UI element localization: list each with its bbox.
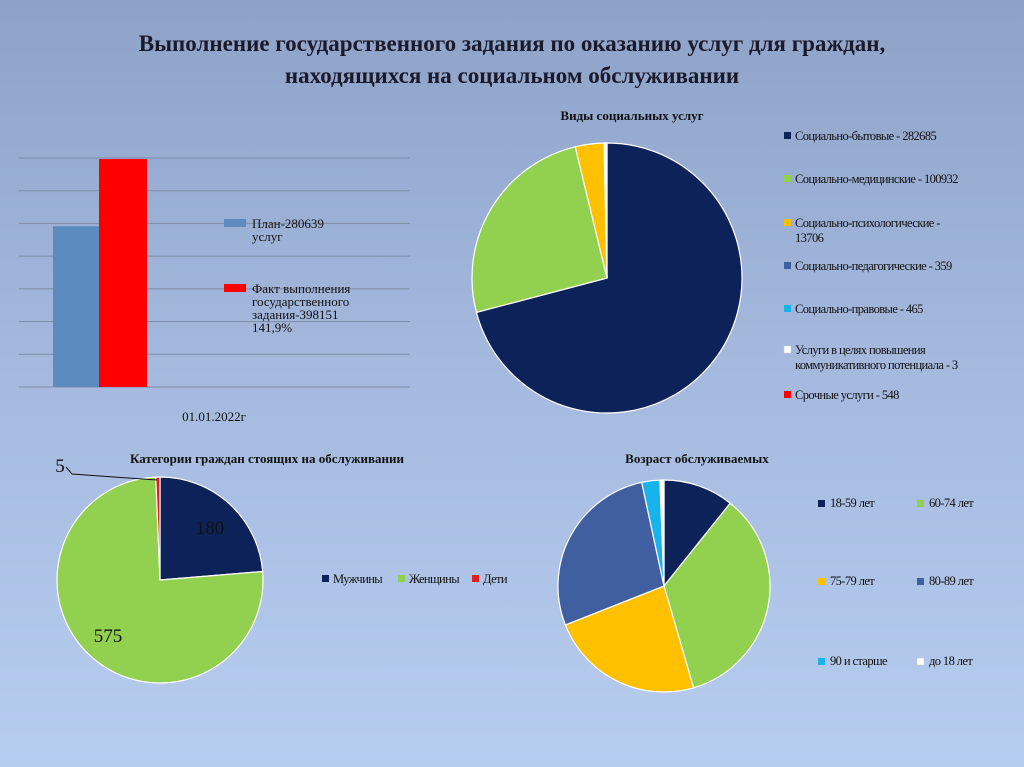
x-category-label: 01.01.2022г — [182, 409, 246, 424]
legend-swatch — [917, 658, 924, 665]
legend-label: Мужчины — [333, 572, 383, 586]
legend-swatch — [818, 578, 825, 585]
chart-title: Виды социальных услуг — [560, 108, 704, 123]
legend-label: Услуги в целях повышения — [795, 343, 926, 357]
legend-label: 13706 — [795, 231, 824, 245]
legend-label-1: План-280639 — [252, 216, 324, 231]
legend-swatch — [818, 658, 825, 665]
legend-label: 75-79 лет — [830, 574, 875, 588]
categories-pie-chart — [55, 451, 508, 683]
age-pie-chart — [558, 451, 974, 692]
legend-swatch — [784, 346, 791, 353]
bar-chart — [19, 158, 410, 424]
legend-label: 80-89 лет — [929, 574, 974, 588]
legend-swatch — [784, 219, 791, 226]
slide-title-line1: Выполнение государственного задания по оказанию услуг для граждан, — [138, 31, 886, 56]
legend-swatch — [917, 578, 924, 585]
legend-label: Социально-педагогические - 359 — [795, 259, 952, 273]
legend-label-2: 141,9% — [252, 320, 293, 335]
legend-swatch — [472, 575, 479, 582]
chart-title: Категории граждан стоящих на обслуживании — [129, 451, 405, 466]
bar-1 — [53, 226, 99, 387]
legend-label: 18-59 лет — [830, 496, 875, 510]
legend-label-2: Факт выполнения — [252, 281, 351, 296]
legend-label: Срочные услуги - 548 — [795, 388, 899, 402]
chart-title: Возраст обслуживаемых — [625, 451, 769, 466]
legend-label: Социально-бытовые - 282685 — [795, 129, 937, 143]
legend-swatch — [784, 132, 791, 139]
legend-swatch-1 — [224, 219, 246, 227]
legend-swatch — [784, 391, 791, 398]
legend-label: Дети — [483, 572, 507, 586]
legend-label: Социально-психологические - — [795, 216, 940, 230]
data-label: 5 — [55, 456, 65, 477]
legend-swatch — [398, 575, 405, 582]
legend-swatch — [784, 175, 791, 182]
legend-swatch — [322, 575, 329, 582]
legend-swatch — [784, 262, 791, 269]
legend-swatch — [917, 500, 924, 507]
legend-swatch — [818, 500, 825, 507]
legend-label: Социально-правовые - 465 — [795, 302, 923, 316]
legend-label: коммуникативного потенциала - 3 — [795, 358, 958, 372]
legend-label-2: задания-398151 — [252, 307, 339, 322]
data-label: 180 — [195, 518, 225, 539]
legend-label-1: услуг — [252, 229, 283, 244]
legend-label-2: государственного — [252, 294, 350, 309]
legend-label: 90 и старше — [830, 654, 887, 668]
legend-label: 60-74 лет — [929, 496, 974, 510]
services-pie-chart — [472, 108, 958, 413]
bar-2 — [99, 159, 147, 387]
legend-label: Социально-медицинские - 100932 — [795, 172, 958, 186]
slide-title-line2: находящихся на социальном обслуживании — [284, 63, 740, 88]
legend-label: Женщины — [409, 572, 460, 586]
legend-label: до 18 лет — [929, 654, 973, 668]
legend-swatch-2 — [224, 284, 246, 292]
legend-swatch — [784, 305, 791, 312]
data-label: 575 — [93, 626, 123, 647]
